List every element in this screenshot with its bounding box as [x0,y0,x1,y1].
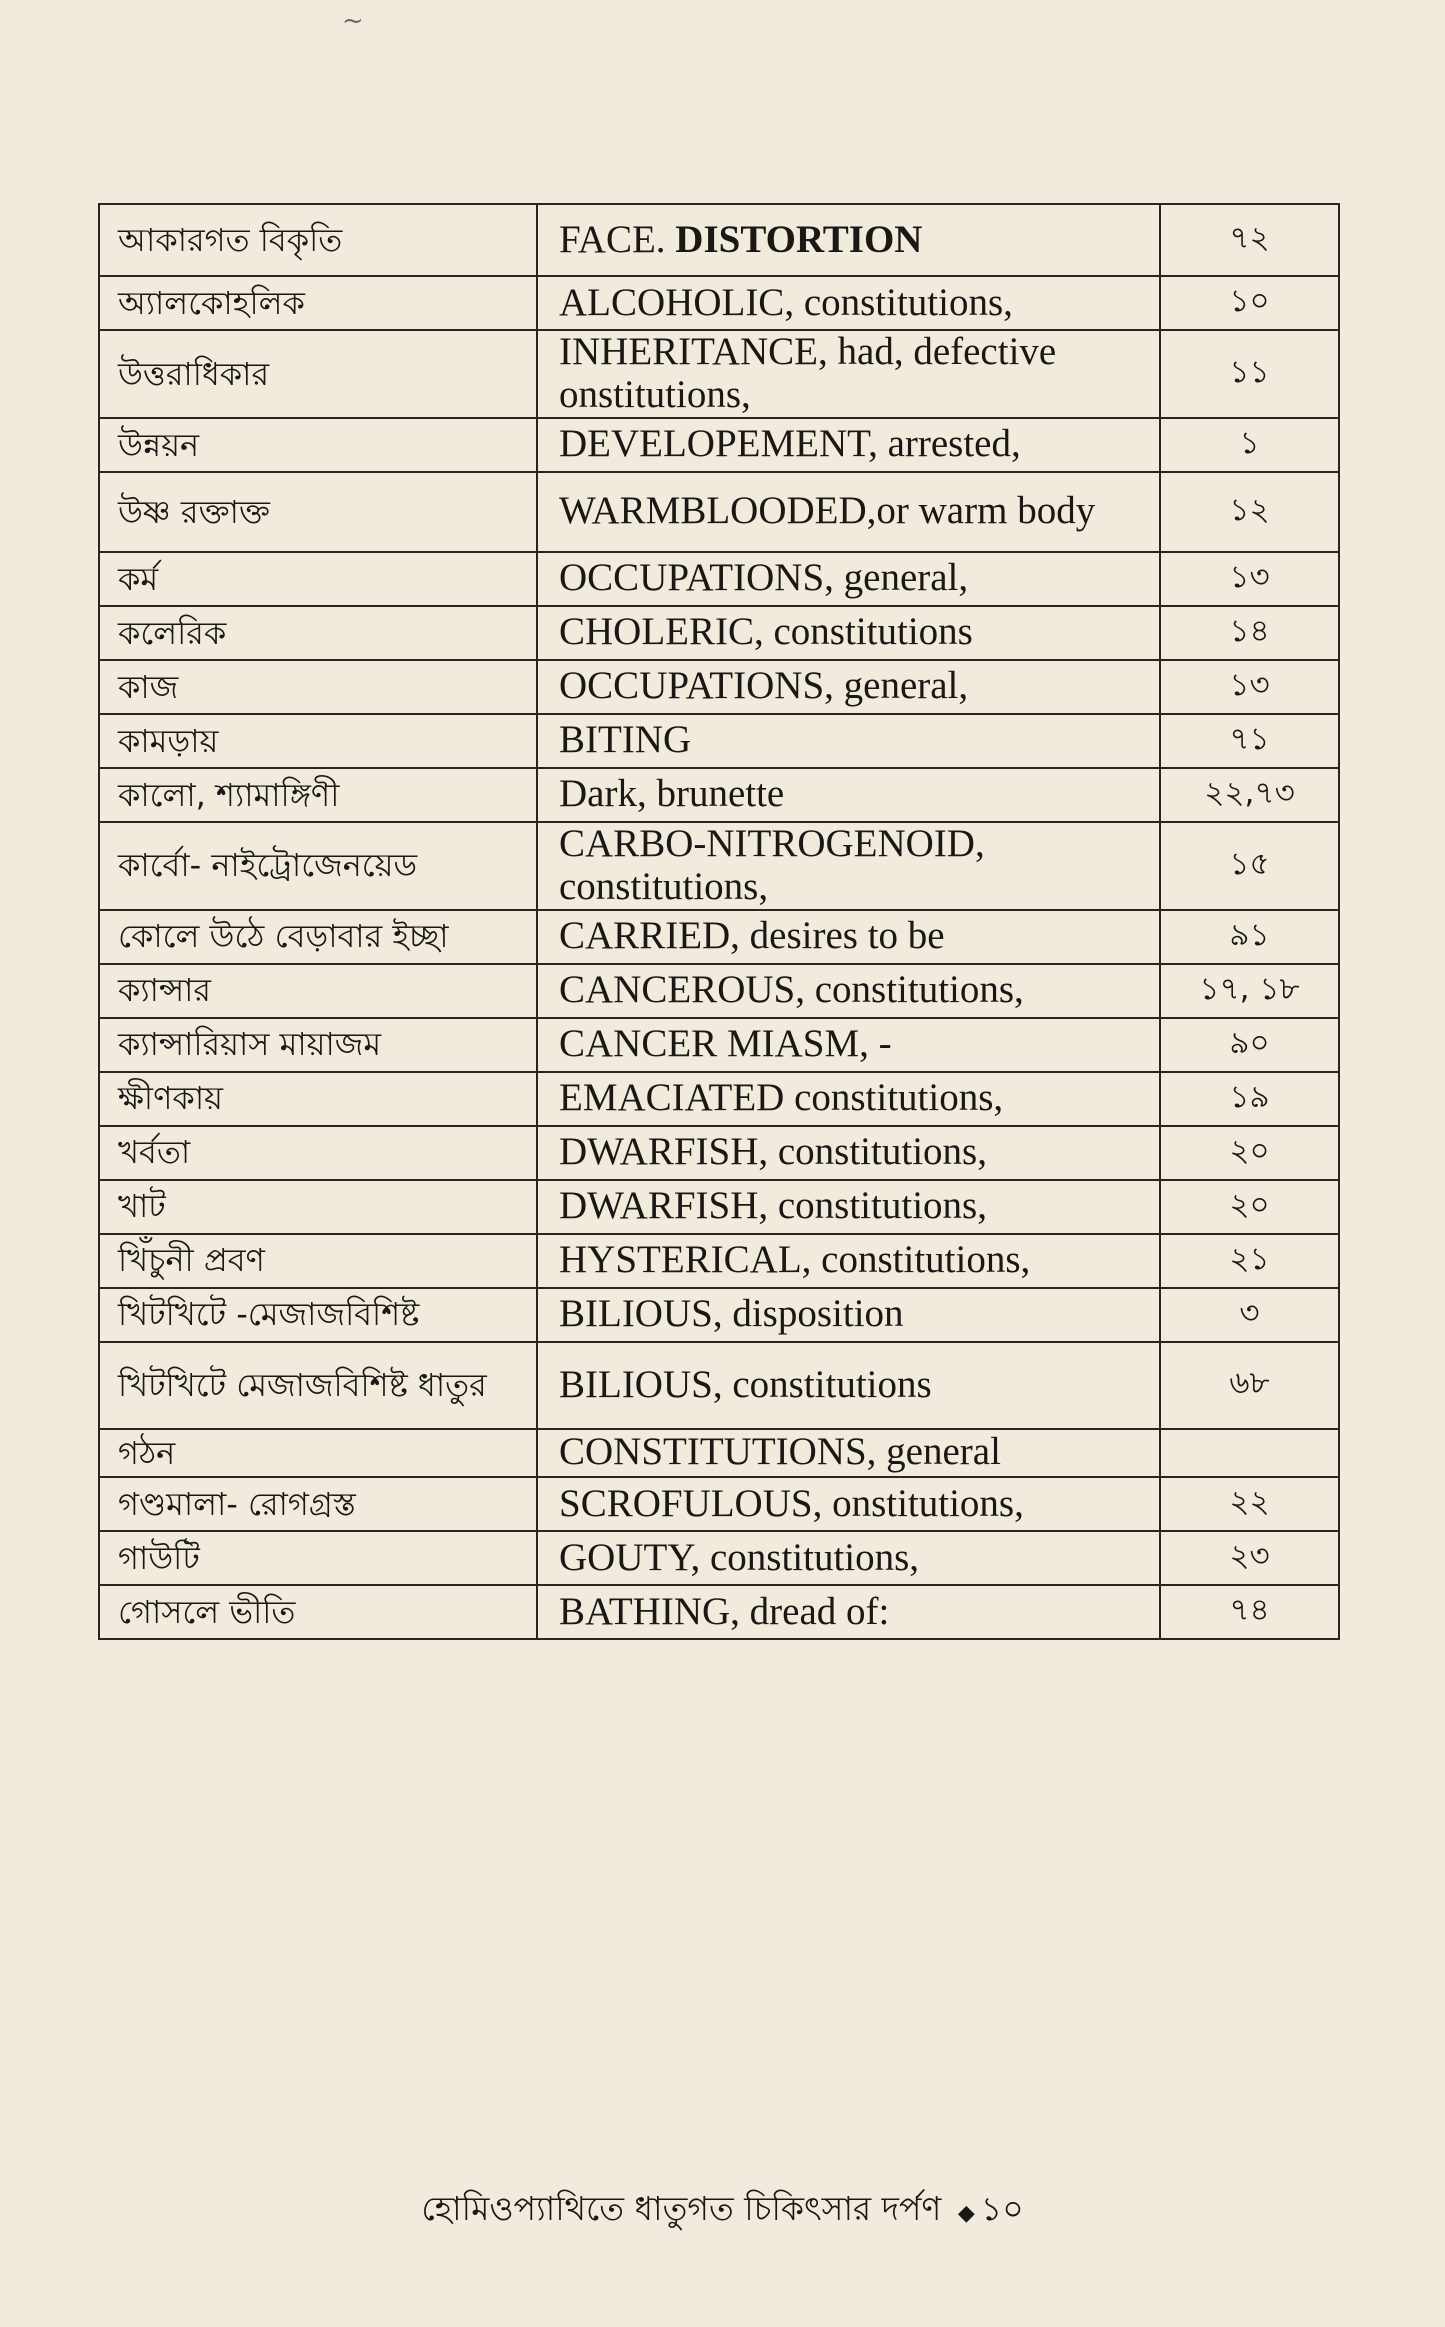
page-reference: ১৯ [1160,1072,1339,1126]
bengali-term: কাজ [99,660,537,714]
english-rubric: INHERITANCE, had, defective onstitutions, [537,330,1160,418]
english-rubric: WARMBLOODED,or warm body [537,472,1160,552]
top-mark: ~ [342,6,364,36]
page-reference: ৭২ [1160,204,1339,276]
english-rubric: DEVELOPEMENT, arrested, [537,418,1160,472]
page-reference: ১ [1160,418,1339,472]
bengali-term: গণ্ডমালা- রোগগ্রস্ত [99,1477,537,1531]
bengali-term: কামড়ায় [99,714,537,768]
page-reference: ১৫ [1160,822,1339,910]
bengali-term: খর্বতা [99,1126,537,1180]
english-rubric: CARRIED, desires to be [537,910,1160,964]
page-reference: ১৩ [1160,660,1339,714]
table-row [99,1072,1339,1126]
table-row [99,1018,1339,1072]
english-rubric: BILIOUS, constitutions [537,1342,1160,1429]
bengali-term: খিটখিটে মেজাজবিশিষ্ট ধাতুর [99,1342,537,1429]
bengali-term: কলেরিক [99,606,537,660]
english-rubric: OCCUPATIONS, general, [537,552,1160,606]
bengali-term: কর্ম [99,552,537,606]
page-reference: ১২ [1160,472,1339,552]
english-rubric: BATHING, dread of: [537,1585,1160,1639]
bengali-term: খিঁচুনী প্রবণ [99,1234,537,1288]
page-reference: ৯০ [1160,1018,1339,1072]
english-rubric: CARBO-NITROGENOID, constitutions, [537,822,1160,910]
table-row [99,552,1339,606]
table-row [99,964,1339,1018]
table-row [99,204,1339,276]
page-reference: ১১ [1160,330,1339,418]
english-rubric: OCCUPATIONS, general, [537,660,1160,714]
english-rubric: CANCER MIASM, - [537,1018,1160,1072]
table-row [99,1180,1339,1234]
table-row [99,822,1339,910]
page-reference: ৯১ [1160,910,1339,964]
english-rubric: HYSTERICAL, constitutions, [537,1234,1160,1288]
table-row [99,714,1339,768]
page-reference: ১৭, ১৮ [1160,964,1339,1018]
page-reference: ১৩ [1160,552,1339,606]
bengali-term: আকারগত বিকৃতি [99,204,537,276]
table-row [99,1126,1339,1180]
table-row [99,1531,1339,1585]
rubric-prefix: FACE. [559,217,676,261]
bengali-term: খিটখিটে -মেজাজবিশিষ্ট [99,1288,537,1342]
table-row [99,418,1339,472]
table-row [99,768,1339,822]
page-reference: ১০ [1160,276,1339,330]
table-row [99,1429,1339,1477]
bengali-term: অ্যালকোহলিক [99,276,537,330]
index-table-body [99,204,1339,1639]
table-row [99,1288,1339,1342]
english-rubric: GOUTY, constitutions, [537,1531,1160,1585]
page-reference: ২২ [1160,1477,1339,1531]
page-reference: ৭৪ [1160,1585,1339,1639]
bengali-term: খাট [99,1180,537,1234]
index-table [98,203,1340,1640]
table-row [99,276,1339,330]
index-table-container [98,203,1338,1640]
diamond-icon: ◆ [957,2201,975,2226]
english-rubric: CANCEROUS, constitutions, [537,964,1160,1018]
english-rubric: CHOLERIC, constitutions [537,606,1160,660]
table-row [99,1477,1339,1531]
english-rubric [537,204,1160,276]
bengali-term: ক্যান্সার [99,964,537,1018]
english-rubric: CONSTITUTIONS, general [537,1429,1160,1477]
table-row [99,660,1339,714]
table-row [99,472,1339,552]
bengali-term: উষ্ণ রক্তাক্ত [99,472,537,552]
page-reference: ৩ [1160,1288,1339,1342]
english-rubric: ALCOHOLIC, constitutions, [537,276,1160,330]
page-reference: ৭১ [1160,714,1339,768]
english-rubric: BITING [537,714,1160,768]
page-reference: ২০ [1160,1180,1339,1234]
bengali-term: কালো, শ্যামাঙ্গিণী [99,768,537,822]
bengali-term: গোসলে ভীতি [99,1585,537,1639]
page-reference: ৬৮ [1160,1342,1339,1429]
page-reference: ২২,৭৩ [1160,768,1339,822]
bengali-term: উত্তরাধিকার [99,330,537,418]
page-reference: ২৩ [1160,1531,1339,1585]
bengali-term: ক্যান্সারিয়াস মায়াজম [99,1018,537,1072]
bengali-term: কার্বো- নাইট্রোজেনয়েড [99,822,537,910]
english-rubric: DWARFISH, constitutions, [537,1180,1160,1234]
page-footer [0,2183,1445,2239]
table-row [99,1234,1339,1288]
table-row [99,606,1339,660]
page-reference: ২১ [1160,1234,1339,1288]
bengali-term: গঠন [99,1429,537,1477]
page-number: ১০ [980,2189,1024,2228]
bengali-term: উন্নয়ন [99,418,537,472]
bengali-term: গাউটি [99,1531,537,1585]
page-reference: ২০ [1160,1126,1339,1180]
rubric-emphasis: DISTORTION [675,217,923,261]
bengali-term: ক্ষীণকায় [99,1072,537,1126]
english-rubric: Dark, brunette [537,768,1160,822]
table-row [99,330,1339,418]
english-rubric: BILIOUS, disposition [537,1288,1160,1342]
page-reference [1160,1429,1339,1477]
bengali-term: কোলে উঠে বেড়াবার ইচ্ছা [99,910,537,964]
english-rubric: SCROFULOUS, onstitutions, [537,1477,1160,1531]
table-row [99,1342,1339,1429]
table-row [99,1585,1339,1639]
english-rubric: DWARFISH, constitutions, [537,1126,1160,1180]
english-rubric: EMACIATED constitutions, [537,1072,1160,1126]
footer-title: হোমিওপ্যাথিতে ধাতুগত চিকিৎসার দর্পণ [421,2189,942,2228]
table-row [99,910,1339,964]
page-reference: ১৪ [1160,606,1339,660]
